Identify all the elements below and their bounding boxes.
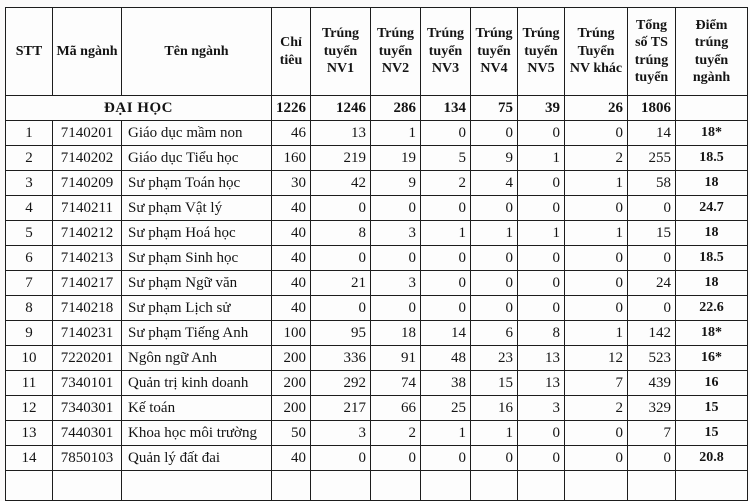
table-row <box>6 321 748 346</box>
cell-ten-nganh: Ngôn ngữ Anh <box>122 346 272 371</box>
cell-ma-nganh: 7140202 <box>53 146 122 171</box>
cell-tong-so-ts: 0 <box>628 446 676 471</box>
cell-ten-nganh: Sư phạm Toán học <box>122 171 272 196</box>
cell-trung-tuyen-nv4: 9 <box>471 146 518 171</box>
cell-ma-nganh: 7220201 <box>53 346 122 371</box>
col-header-trung-tuyen-nv-khac: Trúng Tuyển NV khác <box>565 8 628 96</box>
cell-trung-tuyen-nv4: 1 <box>471 221 518 246</box>
cell-stt: 13 <box>6 421 53 446</box>
cell-trung-tuyen-nv-khac: 12 <box>565 346 628 371</box>
cell-trung-tuyen-nv2: 3 <box>371 221 421 246</box>
cell-ten-nganh: Quản lý đất đai <box>122 446 272 471</box>
table-row <box>6 446 748 471</box>
clipped-cell <box>371 471 421 501</box>
col-header-ten-nganh: Tên ngành <box>122 8 272 96</box>
cell-trung-tuyen-nv1: 292 <box>311 371 371 396</box>
cell-tong-so-ts: 58 <box>628 171 676 196</box>
cell-tong-so-ts: 15 <box>628 221 676 246</box>
summary-cell-chi-tieu: 1226 <box>272 96 311 121</box>
table-row <box>6 396 748 421</box>
cell-trung-tuyen-nv1: 21 <box>311 271 371 296</box>
cell-stt: 8 <box>6 296 53 321</box>
cell-trung-tuyen-nv-khac: 1 <box>565 321 628 346</box>
cell-stt: 5 <box>6 221 53 246</box>
cell-tong-so-ts: 14 <box>628 121 676 146</box>
cell-ma-nganh: 7140213 <box>53 246 122 271</box>
cell-trung-tuyen-nv-khac: 2 <box>565 146 628 171</box>
cell-trung-tuyen-nv1: 0 <box>311 246 371 271</box>
cell-trung-tuyen-nv5: 0 <box>518 421 565 446</box>
cell-trung-tuyen-nv-khac: 0 <box>565 421 628 446</box>
cell-trung-tuyen-nv4: 4 <box>471 171 518 196</box>
cell-ten-nganh: Sư phạm Sinh học <box>122 246 272 271</box>
table-row <box>6 246 748 271</box>
cell-trung-tuyen-nv4: 0 <box>471 246 518 271</box>
cell-tong-so-ts: 0 <box>628 246 676 271</box>
cell-ma-nganh: 7140209 <box>53 171 122 196</box>
cell-trung-tuyen-nv5: 1 <box>518 146 565 171</box>
cell-tong-so-ts: 142 <box>628 321 676 346</box>
clipped-cell <box>272 471 311 501</box>
cell-trung-tuyen-nv2: 18 <box>371 321 421 346</box>
cell-stt: 6 <box>6 246 53 271</box>
col-header-tong-so-ts: Tổng số TS trúng tuyển <box>628 8 676 96</box>
cell-trung-tuyen-nv4: 16 <box>471 396 518 421</box>
cell-trung-tuyen-nv2: 9 <box>371 171 421 196</box>
cell-diem-trung-tuyen: 22.6 <box>676 296 748 321</box>
table-row <box>6 171 748 196</box>
cell-ten-nganh: Sư phạm Hoá học <box>122 221 272 246</box>
cell-stt: 4 <box>6 196 53 221</box>
cell-stt: 12 <box>6 396 53 421</box>
clipped-cell <box>6 471 53 501</box>
cell-ten-nganh: Kế toán <box>122 396 272 421</box>
cell-stt: 10 <box>6 346 53 371</box>
cell-trung-tuyen-nv3: 0 <box>421 446 471 471</box>
cell-diem-trung-tuyen: 15 <box>676 421 748 446</box>
summary-cell-nv-khac: 26 <box>565 96 628 121</box>
cell-trung-tuyen-nv4: 23 <box>471 346 518 371</box>
col-header-diem-trung-tuyen: Điểm trúng tuyển ngành <box>676 8 748 96</box>
cell-trung-tuyen-nv1: 217 <box>311 396 371 421</box>
summary-cell-nv3: 134 <box>421 96 471 121</box>
cell-trung-tuyen-nv3: 2 <box>421 171 471 196</box>
cell-chi-tieu: 30 <box>272 171 311 196</box>
clipped-bottom-row <box>6 471 748 501</box>
cell-trung-tuyen-nv4: 0 <box>471 446 518 471</box>
cell-chi-tieu: 160 <box>272 146 311 171</box>
table-row <box>6 346 748 371</box>
cell-ma-nganh: 7140211 <box>53 196 122 221</box>
cell-trung-tuyen-nv5: 0 <box>518 196 565 221</box>
cell-tong-so-ts: 24 <box>628 271 676 296</box>
summary-cell-nv5: 39 <box>518 96 565 121</box>
cell-trung-tuyen-nv5: 0 <box>518 446 565 471</box>
cell-trung-tuyen-nv2: 1 <box>371 121 421 146</box>
summary-label: ĐẠI HỌC <box>6 96 272 121</box>
cell-diem-trung-tuyen: 18* <box>676 121 748 146</box>
admission-results-table <box>5 7 748 501</box>
clipped-cell <box>628 471 676 501</box>
cell-trung-tuyen-nv3: 0 <box>421 196 471 221</box>
table-row <box>6 196 748 221</box>
cell-chi-tieu: 200 <box>272 346 311 371</box>
cell-trung-tuyen-nv3: 5 <box>421 146 471 171</box>
cell-trung-tuyen-nv1: 219 <box>311 146 371 171</box>
cell-tong-so-ts: 255 <box>628 146 676 171</box>
cell-ten-nganh: Sư phạm Tiếng Anh <box>122 321 272 346</box>
cell-trung-tuyen-nv2: 0 <box>371 296 421 321</box>
cell-diem-trung-tuyen: 18* <box>676 321 748 346</box>
cell-trung-tuyen-nv4: 1 <box>471 421 518 446</box>
cell-trung-tuyen-nv1: 3 <box>311 421 371 446</box>
cell-stt: 7 <box>6 271 53 296</box>
cell-trung-tuyen-nv5: 1 <box>518 221 565 246</box>
cell-diem-trung-tuyen: 15 <box>676 396 748 421</box>
table-row <box>6 121 748 146</box>
cell-trung-tuyen-nv2: 19 <box>371 146 421 171</box>
cell-trung-tuyen-nv3: 25 <box>421 396 471 421</box>
col-header-trung-tuyen-nv5: Trúng tuyển NV5 <box>518 8 565 96</box>
cell-trung-tuyen-nv-khac: 0 <box>565 196 628 221</box>
cell-trung-tuyen-nv-khac: 0 <box>565 271 628 296</box>
col-header-ma-nganh: Mã ngành <box>53 8 122 96</box>
cell-chi-tieu: 40 <box>272 246 311 271</box>
clipped-cell <box>565 471 628 501</box>
cell-diem-trung-tuyen: 16 <box>676 371 748 396</box>
summary-cell-nv1: 1246 <box>311 96 371 121</box>
table-row <box>6 296 748 321</box>
cell-trung-tuyen-nv1: 13 <box>311 121 371 146</box>
summary-cell-nv4: 75 <box>471 96 518 121</box>
table-row <box>6 371 748 396</box>
cell-ten-nganh: Quản trị kinh doanh <box>122 371 272 396</box>
cell-ma-nganh: 7140201 <box>53 121 122 146</box>
cell-trung-tuyen-nv2: 0 <box>371 196 421 221</box>
cell-stt: 1 <box>6 121 53 146</box>
summary-cell-nv2: 286 <box>371 96 421 121</box>
cell-chi-tieu: 200 <box>272 371 311 396</box>
cell-trung-tuyen-nv1: 0 <box>311 446 371 471</box>
cell-chi-tieu: 50 <box>272 421 311 446</box>
cell-trung-tuyen-nv1: 42 <box>311 171 371 196</box>
clipped-cell <box>53 471 122 501</box>
cell-trung-tuyen-nv5: 0 <box>518 296 565 321</box>
cell-trung-tuyen-nv5: 8 <box>518 321 565 346</box>
cell-trung-tuyen-nv2: 66 <box>371 396 421 421</box>
cell-diem-trung-tuyen: 16* <box>676 346 748 371</box>
summary-row-dai-hoc <box>6 96 748 121</box>
cell-chi-tieu: 46 <box>272 121 311 146</box>
cell-trung-tuyen-nv-khac: 7 <box>565 371 628 396</box>
cell-trung-tuyen-nv4: 0 <box>471 296 518 321</box>
cell-chi-tieu: 40 <box>272 446 311 471</box>
cell-trung-tuyen-nv1: 0 <box>311 296 371 321</box>
summary-cell-tong-ts: 1806 <box>628 96 676 121</box>
cell-ma-nganh: 7140231 <box>53 321 122 346</box>
cell-tong-so-ts: 0 <box>628 296 676 321</box>
cell-chi-tieu: 100 <box>272 321 311 346</box>
col-header-trung-tuyen-nv2: Trúng tuyển NV2 <box>371 8 421 96</box>
clipped-cell <box>518 471 565 501</box>
cell-ma-nganh: 7850103 <box>53 446 122 471</box>
cell-stt: 14 <box>6 446 53 471</box>
cell-trung-tuyen-nv1: 8 <box>311 221 371 246</box>
cell-trung-tuyen-nv-khac: 0 <box>565 446 628 471</box>
cell-chi-tieu: 40 <box>272 296 311 321</box>
cell-ma-nganh: 7340101 <box>53 371 122 396</box>
cell-trung-tuyen-nv3: 0 <box>421 296 471 321</box>
cell-trung-tuyen-nv2: 0 <box>371 446 421 471</box>
cell-trung-tuyen-nv2: 2 <box>371 421 421 446</box>
cell-trung-tuyen-nv4: 6 <box>471 321 518 346</box>
cell-trung-tuyen-nv3: 14 <box>421 321 471 346</box>
cell-ma-nganh: 7140212 <box>53 221 122 246</box>
cell-trung-tuyen-nv2: 91 <box>371 346 421 371</box>
cell-trung-tuyen-nv3: 0 <box>421 121 471 146</box>
cell-stt: 2 <box>6 146 53 171</box>
cell-trung-tuyen-nv-khac: 1 <box>565 171 628 196</box>
cell-trung-tuyen-nv4: 0 <box>471 121 518 146</box>
cell-trung-tuyen-nv2: 74 <box>371 371 421 396</box>
cell-trung-tuyen-nv5: 13 <box>518 346 565 371</box>
table-row <box>6 146 748 171</box>
cell-trung-tuyen-nv4: 0 <box>471 271 518 296</box>
header-row <box>6 8 748 96</box>
cell-diem-trung-tuyen: 18.5 <box>676 246 748 271</box>
cell-tong-so-ts: 329 <box>628 396 676 421</box>
cell-trung-tuyen-nv5: 0 <box>518 121 565 146</box>
cell-trung-tuyen-nv3: 1 <box>421 421 471 446</box>
cell-chi-tieu: 40 <box>272 221 311 246</box>
table-row <box>6 221 748 246</box>
cell-trung-tuyen-nv-khac: 0 <box>565 121 628 146</box>
cell-trung-tuyen-nv4: 15 <box>471 371 518 396</box>
cell-ten-nganh: Giáo dục mầm non <box>122 121 272 146</box>
col-header-trung-tuyen-nv1: Trúng tuyển NV1 <box>311 8 371 96</box>
cell-trung-tuyen-nv2: 0 <box>371 246 421 271</box>
cell-trung-tuyen-nv1: 95 <box>311 321 371 346</box>
clipped-cell <box>471 471 518 501</box>
clipped-cell <box>676 471 748 501</box>
clipped-cell <box>421 471 471 501</box>
cell-trung-tuyen-nv4: 0 <box>471 196 518 221</box>
cell-trung-tuyen-nv-khac: 1 <box>565 221 628 246</box>
cell-trung-tuyen-nv2: 3 <box>371 271 421 296</box>
cell-trung-tuyen-nv3: 48 <box>421 346 471 371</box>
cell-trung-tuyen-nv3: 1 <box>421 221 471 246</box>
cell-chi-tieu: 40 <box>272 196 311 221</box>
cell-trung-tuyen-nv5: 0 <box>518 171 565 196</box>
cell-chi-tieu: 40 <box>272 271 311 296</box>
cell-stt: 11 <box>6 371 53 396</box>
cell-diem-trung-tuyen: 18.5 <box>676 146 748 171</box>
col-header-stt: STT <box>6 8 53 96</box>
cell-diem-trung-tuyen: 18 <box>676 271 748 296</box>
cell-ten-nganh: Giáo dục Tiểu học <box>122 146 272 171</box>
cell-trung-tuyen-nv3: 38 <box>421 371 471 396</box>
cell-trung-tuyen-nv1: 0 <box>311 196 371 221</box>
cell-ten-nganh: Sư phạm Lịch sử <box>122 296 272 321</box>
cell-trung-tuyen-nv5: 0 <box>518 271 565 296</box>
cell-diem-trung-tuyen: 20.8 <box>676 446 748 471</box>
cell-ten-nganh: Sư phạm Vật lý <box>122 196 272 221</box>
cell-tong-so-ts: 7 <box>628 421 676 446</box>
cell-stt: 9 <box>6 321 53 346</box>
cell-tong-so-ts: 523 <box>628 346 676 371</box>
cell-ma-nganh: 7140218 <box>53 296 122 321</box>
cell-trung-tuyen-nv-khac: 0 <box>565 246 628 271</box>
cell-trung-tuyen-nv5: 0 <box>518 246 565 271</box>
col-header-trung-tuyen-nv3: Trúng tuyển NV3 <box>421 8 471 96</box>
cell-trung-tuyen-nv-khac: 2 <box>565 396 628 421</box>
cell-trung-tuyen-nv5: 13 <box>518 371 565 396</box>
cell-trung-tuyen-nv5: 3 <box>518 396 565 421</box>
cell-ten-nganh: Sư phạm Ngữ văn <box>122 271 272 296</box>
cell-ma-nganh: 7440301 <box>53 421 122 446</box>
clipped-cell <box>311 471 371 501</box>
col-header-trung-tuyen-nv4: Trúng tuyển NV4 <box>471 8 518 96</box>
cell-diem-trung-tuyen: 24.7 <box>676 196 748 221</box>
summary-cell-diem <box>676 96 748 121</box>
cell-stt: 3 <box>6 171 53 196</box>
cell-tong-so-ts: 0 <box>628 196 676 221</box>
cell-ten-nganh: Khoa học môi trường <box>122 421 272 446</box>
cell-chi-tieu: 200 <box>272 396 311 421</box>
cell-diem-trung-tuyen: 18 <box>676 171 748 196</box>
cell-tong-so-ts: 439 <box>628 371 676 396</box>
cell-ma-nganh: 7340301 <box>53 396 122 421</box>
cell-trung-tuyen-nv3: 0 <box>421 271 471 296</box>
cell-trung-tuyen-nv-khac: 0 <box>565 296 628 321</box>
cell-diem-trung-tuyen: 18 <box>676 221 748 246</box>
col-header-chi-tieu: Chỉ tiêu <box>272 8 311 96</box>
cell-ma-nganh: 7140217 <box>53 271 122 296</box>
table-row <box>6 271 748 296</box>
clipped-cell <box>122 471 272 501</box>
cell-trung-tuyen-nv1: 336 <box>311 346 371 371</box>
cell-trung-tuyen-nv3: 0 <box>421 246 471 271</box>
table-row <box>6 421 748 446</box>
